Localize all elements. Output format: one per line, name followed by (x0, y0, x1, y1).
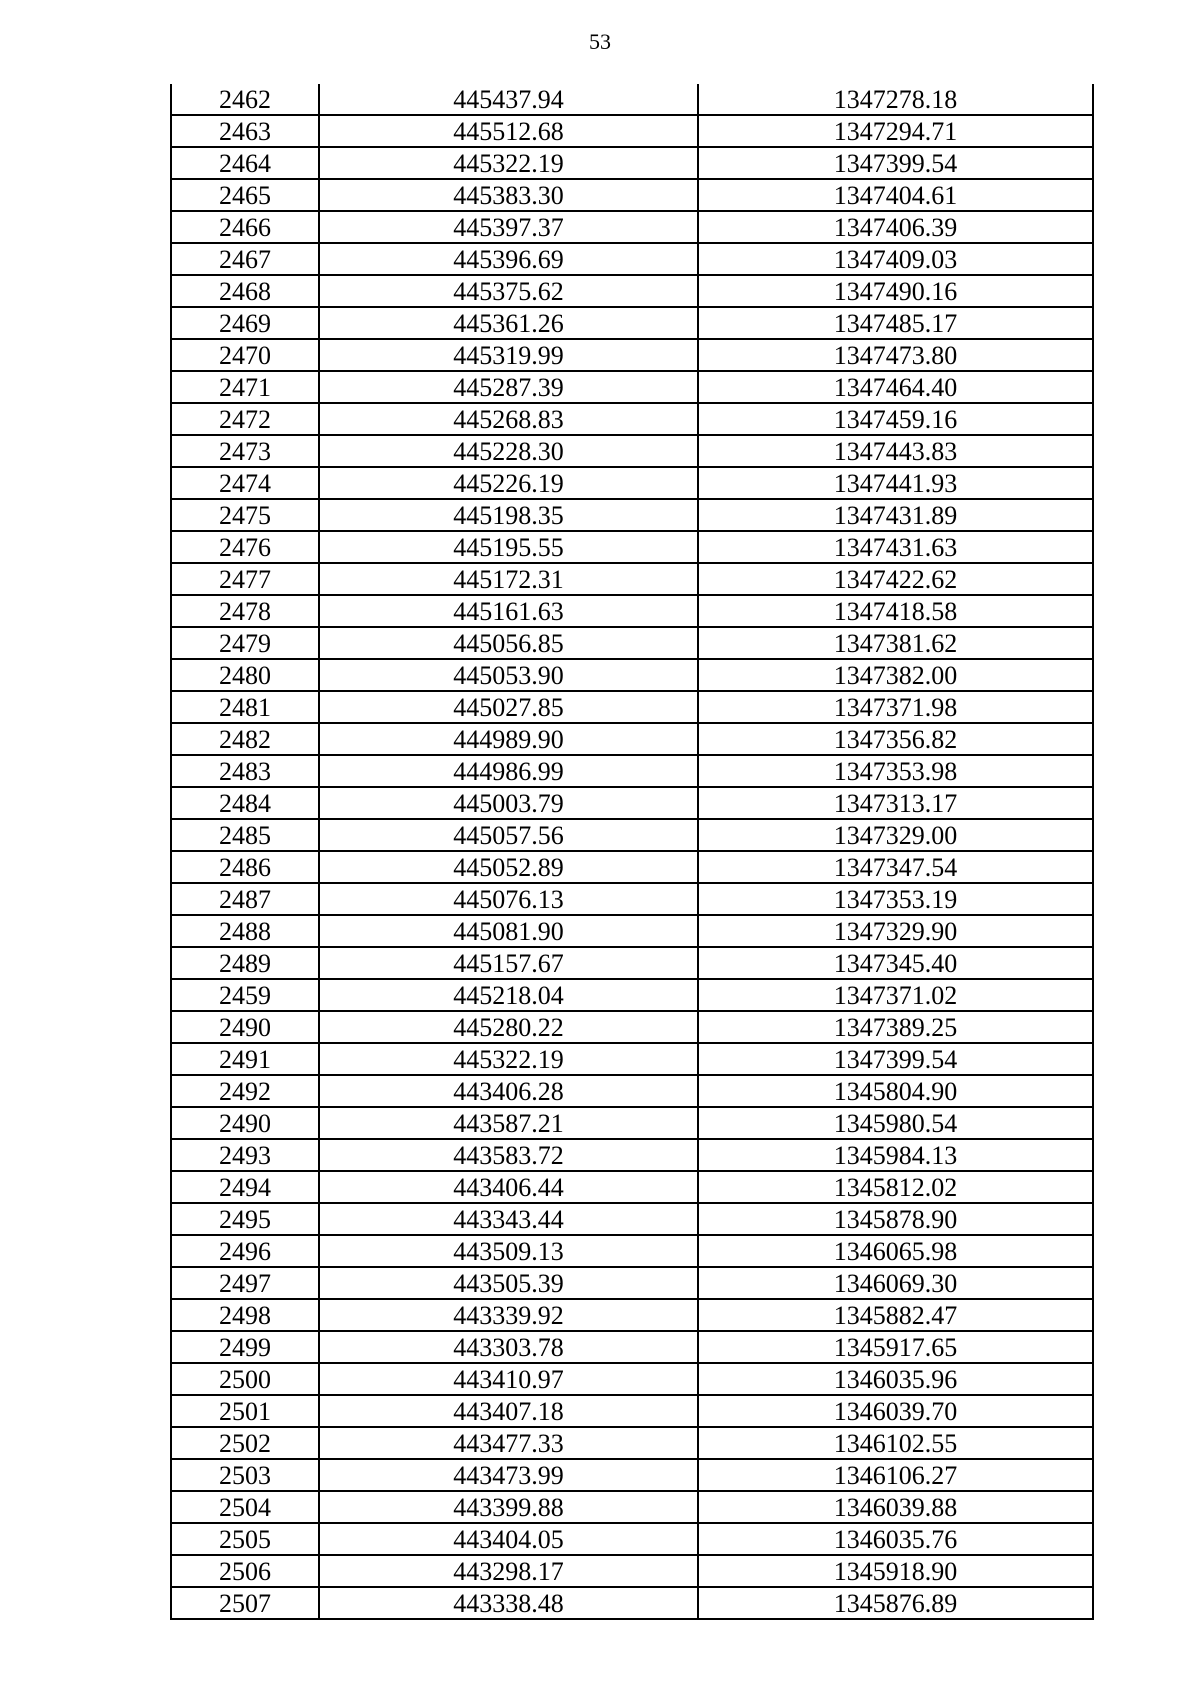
x-coordinate-cell: 445437.94 (319, 84, 698, 115)
point-number-cell: 2507 (171, 1587, 319, 1619)
x-coordinate-cell: 445027.85 (319, 691, 698, 723)
x-coordinate-cell: 445157.67 (319, 947, 698, 979)
y-coordinate-cell: 1347459.16 (698, 403, 1093, 435)
table-row (171, 1395, 1093, 1427)
y-coordinate-cell: 1347490.16 (698, 275, 1093, 307)
table-row (171, 211, 1093, 243)
x-coordinate-cell: 443410.97 (319, 1363, 698, 1395)
y-coordinate-cell: 1346069.30 (698, 1267, 1093, 1299)
x-coordinate-cell: 445322.19 (319, 1043, 698, 1075)
point-number-cell: 2499 (171, 1331, 319, 1363)
table-row (171, 1043, 1093, 1075)
point-number-cell: 2465 (171, 179, 319, 211)
x-coordinate-cell: 445057.56 (319, 819, 698, 851)
point-number-cell: 2462 (171, 84, 319, 115)
y-coordinate-cell: 1346102.55 (698, 1427, 1093, 1459)
table-row (171, 307, 1093, 339)
x-coordinate-cell: 444989.90 (319, 723, 698, 755)
y-coordinate-cell: 1347278.18 (698, 84, 1093, 115)
point-number-cell: 2495 (171, 1203, 319, 1235)
table-row (171, 1107, 1093, 1139)
x-coordinate-cell: 443587.21 (319, 1107, 698, 1139)
x-coordinate-cell: 445053.90 (319, 659, 698, 691)
table-row (171, 499, 1093, 531)
x-coordinate-cell: 445396.69 (319, 243, 698, 275)
y-coordinate-cell: 1347409.03 (698, 243, 1093, 275)
y-coordinate-cell: 1345917.65 (698, 1331, 1093, 1363)
point-number-cell: 2464 (171, 147, 319, 179)
y-coordinate-cell: 1346035.96 (698, 1363, 1093, 1395)
table-row (171, 1523, 1093, 1555)
point-number-cell: 2497 (171, 1267, 319, 1299)
y-coordinate-cell: 1347431.63 (698, 531, 1093, 563)
y-coordinate-cell: 1347313.17 (698, 787, 1093, 819)
y-coordinate-cell: 1347406.39 (698, 211, 1093, 243)
x-coordinate-cell: 443473.99 (319, 1459, 698, 1491)
table-row (171, 723, 1093, 755)
y-coordinate-cell: 1345984.13 (698, 1139, 1093, 1171)
point-number-cell: 2467 (171, 243, 319, 275)
x-coordinate-cell: 445268.83 (319, 403, 698, 435)
x-coordinate-cell: 445161.63 (319, 595, 698, 627)
x-coordinate-cell: 445287.39 (319, 371, 698, 403)
point-number-cell: 2503 (171, 1459, 319, 1491)
point-number-cell: 2481 (171, 691, 319, 723)
table-row (171, 1267, 1093, 1299)
point-number-cell: 2489 (171, 947, 319, 979)
x-coordinate-cell: 443298.17 (319, 1555, 698, 1587)
x-coordinate-cell: 443509.13 (319, 1235, 698, 1267)
point-number-cell: 2470 (171, 339, 319, 371)
point-number-cell: 2472 (171, 403, 319, 435)
table-row (171, 819, 1093, 851)
x-coordinate-cell: 445076.13 (319, 883, 698, 915)
x-coordinate-cell: 443477.33 (319, 1427, 698, 1459)
y-coordinate-cell: 1345918.90 (698, 1555, 1093, 1587)
y-coordinate-cell: 1347422.62 (698, 563, 1093, 595)
y-coordinate-cell: 1347371.02 (698, 979, 1093, 1011)
y-coordinate-cell: 1347473.80 (698, 339, 1093, 371)
table-row (171, 179, 1093, 211)
table-row (171, 1459, 1093, 1491)
y-coordinate-cell: 1347418.58 (698, 595, 1093, 627)
y-coordinate-cell: 1347389.25 (698, 1011, 1093, 1043)
point-number-cell: 2476 (171, 531, 319, 563)
x-coordinate-cell: 445226.19 (319, 467, 698, 499)
table-row (171, 979, 1093, 1011)
point-number-cell: 2463 (171, 115, 319, 147)
table-row (171, 243, 1093, 275)
table-row (171, 659, 1093, 691)
x-coordinate-cell: 445280.22 (319, 1011, 698, 1043)
y-coordinate-cell: 1347347.54 (698, 851, 1093, 883)
point-number-cell: 2486 (171, 851, 319, 883)
table-row (171, 883, 1093, 915)
point-number-cell: 2468 (171, 275, 319, 307)
y-coordinate-cell: 1347294.71 (698, 115, 1093, 147)
coordinates-table-body (171, 84, 1093, 1619)
table-row (171, 1075, 1093, 1107)
y-coordinate-cell: 1347399.54 (698, 147, 1093, 179)
point-number-cell: 2500 (171, 1363, 319, 1395)
table-row (171, 1203, 1093, 1235)
point-number-cell: 2474 (171, 467, 319, 499)
point-number-cell: 2506 (171, 1555, 319, 1587)
y-coordinate-cell: 1347371.98 (698, 691, 1093, 723)
point-number-cell: 2496 (171, 1235, 319, 1267)
point-number-cell: 2485 (171, 819, 319, 851)
table-row (171, 115, 1093, 147)
x-coordinate-cell: 445512.68 (319, 115, 698, 147)
y-coordinate-cell: 1347399.54 (698, 1043, 1093, 1075)
point-number-cell: 2491 (171, 1043, 319, 1075)
table-row (171, 435, 1093, 467)
x-coordinate-cell: 445003.79 (319, 787, 698, 819)
x-coordinate-cell: 443583.72 (319, 1139, 698, 1171)
y-coordinate-cell: 1347353.19 (698, 883, 1093, 915)
table-row (171, 563, 1093, 595)
point-number-cell: 2490 (171, 1107, 319, 1139)
x-coordinate-cell: 445195.55 (319, 531, 698, 563)
point-number-cell: 2498 (171, 1299, 319, 1331)
y-coordinate-cell: 1347329.00 (698, 819, 1093, 851)
y-coordinate-cell: 1346039.88 (698, 1491, 1093, 1523)
x-coordinate-cell: 443407.18 (319, 1395, 698, 1427)
coordinates-table (170, 84, 1094, 1620)
y-coordinate-cell: 1345878.90 (698, 1203, 1093, 1235)
x-coordinate-cell: 443406.28 (319, 1075, 698, 1107)
y-coordinate-cell: 1346065.98 (698, 1235, 1093, 1267)
table-row (171, 595, 1093, 627)
y-coordinate-cell: 1347345.40 (698, 947, 1093, 979)
x-coordinate-cell: 445397.37 (319, 211, 698, 243)
table-row (171, 275, 1093, 307)
x-coordinate-cell: 445052.89 (319, 851, 698, 883)
point-number-cell: 2471 (171, 371, 319, 403)
x-coordinate-cell: 445218.04 (319, 979, 698, 1011)
y-coordinate-cell: 1347356.82 (698, 723, 1093, 755)
point-number-cell: 2501 (171, 1395, 319, 1427)
point-number-cell: 2492 (171, 1075, 319, 1107)
table-row (171, 1171, 1093, 1203)
table-row (171, 371, 1093, 403)
y-coordinate-cell: 1345876.89 (698, 1587, 1093, 1619)
x-coordinate-cell: 443343.44 (319, 1203, 698, 1235)
point-number-cell: 2505 (171, 1523, 319, 1555)
table-row (171, 1363, 1093, 1395)
point-number-cell: 2488 (171, 915, 319, 947)
x-coordinate-cell: 445361.26 (319, 307, 698, 339)
point-number-cell: 2477 (171, 563, 319, 595)
table-row (171, 403, 1093, 435)
y-coordinate-cell: 1347431.89 (698, 499, 1093, 531)
x-coordinate-cell: 445228.30 (319, 435, 698, 467)
table-row (171, 787, 1093, 819)
y-coordinate-cell: 1345980.54 (698, 1107, 1093, 1139)
point-number-cell: 2494 (171, 1171, 319, 1203)
point-number-cell: 2480 (171, 659, 319, 691)
point-number-cell: 2487 (171, 883, 319, 915)
y-coordinate-cell: 1347329.90 (698, 915, 1093, 947)
y-coordinate-cell: 1345812.02 (698, 1171, 1093, 1203)
x-coordinate-cell: 445383.30 (319, 179, 698, 211)
point-number-cell: 2504 (171, 1491, 319, 1523)
x-coordinate-cell: 445319.99 (319, 339, 698, 371)
table-row (171, 1299, 1093, 1331)
y-coordinate-cell: 1347485.17 (698, 307, 1093, 339)
x-coordinate-cell: 443406.44 (319, 1171, 698, 1203)
x-coordinate-cell: 443404.05 (319, 1523, 698, 1555)
x-coordinate-cell: 445322.19 (319, 147, 698, 179)
point-number-cell: 2484 (171, 787, 319, 819)
x-coordinate-cell: 444986.99 (319, 755, 698, 787)
point-number-cell: 2483 (171, 755, 319, 787)
y-coordinate-cell: 1347353.98 (698, 755, 1093, 787)
table-row (171, 915, 1093, 947)
y-coordinate-cell: 1346039.70 (698, 1395, 1093, 1427)
x-coordinate-cell: 445172.31 (319, 563, 698, 595)
table-row (171, 1427, 1093, 1459)
x-coordinate-cell: 443339.92 (319, 1299, 698, 1331)
y-coordinate-cell: 1347404.61 (698, 179, 1093, 211)
x-coordinate-cell: 443303.78 (319, 1331, 698, 1363)
table-row (171, 1011, 1093, 1043)
point-number-cell: 2493 (171, 1139, 319, 1171)
y-coordinate-cell: 1347464.40 (698, 371, 1093, 403)
y-coordinate-cell: 1347443.83 (698, 435, 1093, 467)
point-number-cell: 2478 (171, 595, 319, 627)
y-coordinate-cell: 1346106.27 (698, 1459, 1093, 1491)
point-number-cell: 2482 (171, 723, 319, 755)
x-coordinate-cell: 443338.48 (319, 1587, 698, 1619)
x-coordinate-cell: 445198.35 (319, 499, 698, 531)
y-coordinate-cell: 1346035.76 (698, 1523, 1093, 1555)
point-number-cell: 2459 (171, 979, 319, 1011)
page-number: 53 (589, 29, 611, 54)
point-number-cell: 2490 (171, 1011, 319, 1043)
table-row (171, 755, 1093, 787)
table-row (171, 531, 1093, 563)
table-row (171, 1587, 1093, 1619)
point-number-cell: 2469 (171, 307, 319, 339)
x-coordinate-cell: 443399.88 (319, 1491, 698, 1523)
x-coordinate-cell: 445375.62 (319, 275, 698, 307)
y-coordinate-cell: 1347441.93 (698, 467, 1093, 499)
table-row (171, 1555, 1093, 1587)
table-row (171, 467, 1093, 499)
table-row (171, 1139, 1093, 1171)
table-row (171, 147, 1093, 179)
y-coordinate-cell: 1345804.90 (698, 1075, 1093, 1107)
table-row (171, 947, 1093, 979)
table-row (171, 1235, 1093, 1267)
table-row (171, 851, 1093, 883)
point-number-cell: 2479 (171, 627, 319, 659)
table-row (171, 691, 1093, 723)
table-row (171, 1491, 1093, 1523)
y-coordinate-cell: 1345882.47 (698, 1299, 1093, 1331)
y-coordinate-cell: 1347382.00 (698, 659, 1093, 691)
x-coordinate-cell: 443505.39 (319, 1267, 698, 1299)
x-coordinate-cell: 445081.90 (319, 915, 698, 947)
table-row (171, 84, 1093, 115)
x-coordinate-cell: 445056.85 (319, 627, 698, 659)
y-coordinate-cell: 1347381.62 (698, 627, 1093, 659)
point-number-cell: 2475 (171, 499, 319, 531)
point-number-cell: 2502 (171, 1427, 319, 1459)
point-number-cell: 2473 (171, 435, 319, 467)
table-row (171, 1331, 1093, 1363)
table-row (171, 627, 1093, 659)
table-row (171, 339, 1093, 371)
point-number-cell: 2466 (171, 211, 319, 243)
